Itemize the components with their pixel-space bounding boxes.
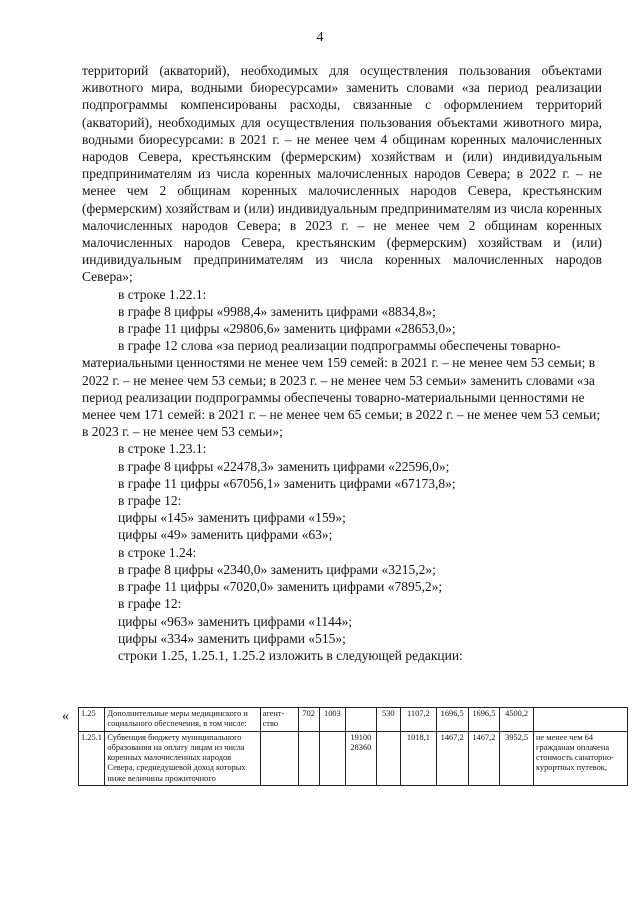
paragraph: в графе 8 цифры «22478,3» заменить цифрами «22596,0»; [118,458,450,474]
paragraph: в графе 11 цифры «67056,1» заменить цифрами «67173,8»; [118,475,456,491]
paragraph: в строке 1.22.1: [118,286,207,302]
table-cell: 702 [298,708,319,732]
table-cell: 1018,1 [400,731,436,785]
paragraph: строки 1.25, 1.25.1, 1.25.2 изложить в следующей редакции: [118,647,463,663]
table-cell [346,708,377,732]
paragraph: в графе 12 слова «за период реализации подпрограммы обеспечены товарно-материальными ценностями не менее чем 159 семей: в 2021 г. – не менее чем 53 семьи; в 2022 г. – не менее чем 53 семьи; в 2023 г. – не менее чем 53 семьи» заменить словами «за период реализации подпрограммы обеспечены товарно-материальными ценностями не менее чем 171 семей: в 2021 г. – не менее чем 65 семьи; в 2022 г. – не менее чем 53 семьи; в 2023 г. – не менее чем 53 семьи»; [82,338,601,440]
table-cell [533,708,627,732]
table-cell: 1003 [319,708,345,732]
table-cell [376,731,400,785]
table-cell [298,731,319,785]
table-cell [260,731,298,785]
paragraph: в графе 12: [118,493,182,509]
paragraph: цифры «145» заменить цифрами «159»; [118,510,346,526]
paragraph: в графе 12: [118,596,182,612]
paragraph: цифры «49» заменить цифрами «63»; [118,527,333,543]
table-cell: 1.25 [79,708,105,732]
paragraph: в строке 1.23.1: [118,441,207,457]
page-number: 4 [316,30,324,45]
table-cell: не менее чем 64 гражданам оплачена стоимость санаторно-курортных путевок, [533,731,627,785]
paragraph: территорий (акваторий), необходимых для осуществления пользования объектами животного мира, водными биоресурсами» заменить словами «за период реализации подпрограммы компенсированы расходы, связанные с оформлением территорий (акваторий), необходимых для осуществления пользования объектами животного мира, водными биоресурсами: в 2021 г. – не менее чем 4 общинам коренных малочисленных народов Севера, крестьянским (фермерским) хозяйствам и (или) индивидуальным предпринимателям из числа коренных малочисленных народов Севера; в 2022 г. – не менее чем 2 общинам коренных малочисленных народов Севера, крестьянским (фермерским) хозяйствам и (или) индивидуальным предпринимателям из числа коренных малочисленных народов Севера; в 2023 г. – не менее чем 2 общинам коренных малочисленных народов Севера, крестьянским (фермерским) хозяйствам и (или) индивидуальным предпринимателям из числа коренных малочисленных народов Севера»; [82,63,602,285]
paragraph: в графе 8 цифры «2340,0» заменить цифрами «3215,2»; [118,561,436,577]
body-text [82,62,602,664]
table-row [79,731,628,785]
table-cell: 1696,5 [436,708,468,732]
table-cell: 1696,5 [468,708,500,732]
paragraph: в строке 1.24: [118,544,197,560]
table-cell: 19100 28360 [346,731,377,785]
paragraph: в графе 11 цифры «29806,6» заменить цифрами «28653,0»; [118,321,456,337]
table-cell: 3952,5 [500,731,534,785]
paragraph: в графе 8 цифры «9988,4» заменить цифрами «8834,8»; [118,303,436,319]
table-cell: 530 [376,708,400,732]
amendment-table [78,707,628,786]
table-row [79,708,628,732]
table-cell: 1467,2 [436,731,468,785]
opening-quote-mark: « [62,709,69,724]
paragraph: в графе 11 цифры «7020,0» заменить цифрами «7895,2»; [118,579,443,595]
table-cell: 4500,2 [500,708,534,732]
table-cell: Дополнительные меры медицинского и социального обеспечения, в том числе: [105,708,260,732]
table-cell [319,731,345,785]
table-cell: 1107,2 [400,708,436,732]
paragraph: цифры «334» заменить цифрами «515»; [118,630,346,646]
paragraph: цифры «963» заменить цифрами «1144»; [118,613,353,629]
table-cell: Субвенция бюджету муниципального образования на оплату лицам из числа коренных малочисленных народов Севера, среднедушевой доход которых ниже величины прожиточного [105,731,260,785]
table-cell: агент-ство [260,708,298,732]
table-cell: 1.25.1 [79,731,105,785]
table-cell: 1467,2 [468,731,500,785]
